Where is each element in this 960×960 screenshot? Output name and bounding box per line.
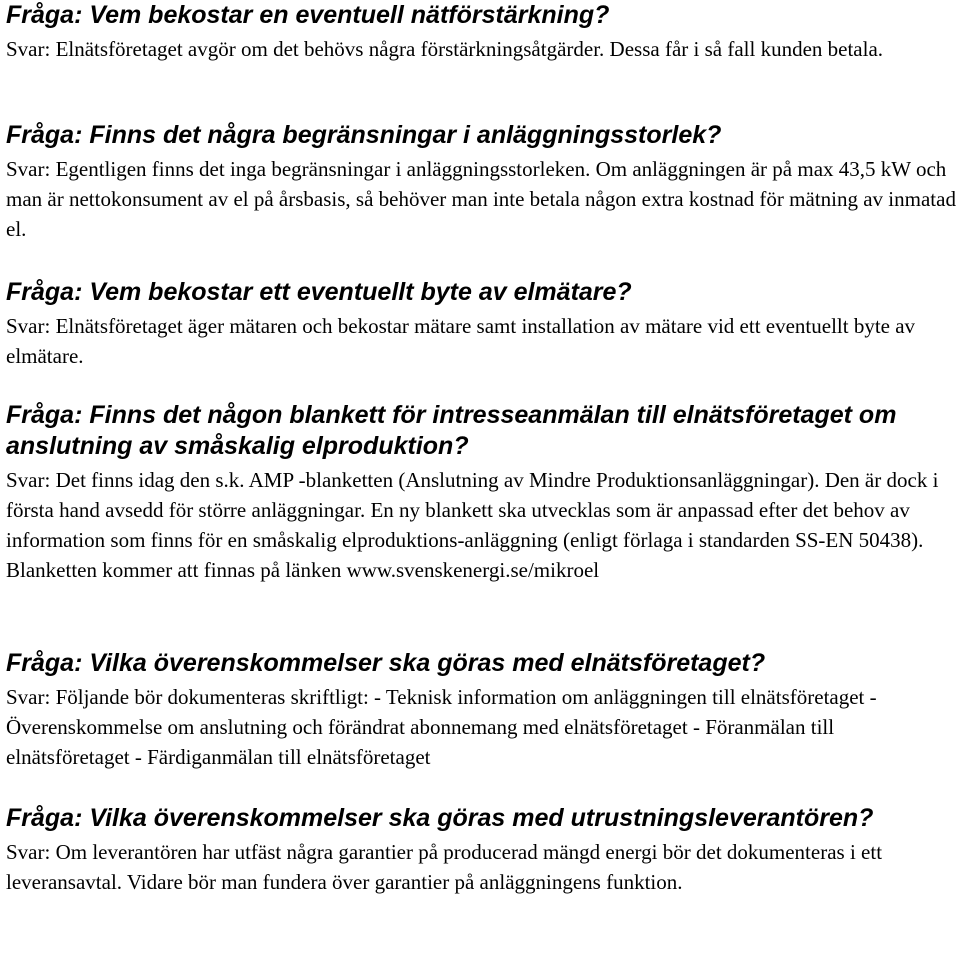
answer-text: Svar: Det finns idag den s.k. AMP -blanketten (Anslutning av Mindre Produktionsanläggningar). Den är dock i första hand avsedd för större anläggningar. En ny blankett ska utvecklas som är anpassad efter det behov av information som finns för en småskalig elproduktions-anläggning (enligt förlaga i standarden SS-EN 50438). Blanketten kommer att finnas på länken www.svenskenergi.se/mikroel — [6, 468, 939, 582]
faq-item — [6, 277, 956, 371]
answer-text: Svar: Egentligen finns det inga begränsningar i anläggningsstorleken. Om anläggningen är på max 43,5 kW och man är nettokonsument av el på årsbasis, så behöver man inte betala någon extra kostnad för mätning av inmatad el. — [6, 157, 956, 241]
answer-text: Svar: Elnätsföretaget äger mätaren och bekostar mätare samt installation av mätare vid ett eventuellt byte av elmätare. — [6, 314, 916, 368]
question-heading: Fråga: Finns det någon blankett för intresseanmälan till elnätsföretaget om anslutning av småskalig elproduktion? — [6, 401, 897, 460]
question-heading: Fråga: Vem bekostar ett eventuellt byte av elmätare? — [6, 278, 632, 306]
answer-text: Svar: Elnätsföretaget avgör om det behövs några förstärkningsåtgärder. Dessa får i så fall kunden betala. — [6, 37, 884, 61]
faq-item — [6, 803, 956, 897]
answer-text: Svar: Om leverantören har utfäst några garantier på producerad mängd energi bör det dokumenteras i ett leveransavtal. Vidare bör man fundera över garantier på anläggningens funktion. — [6, 840, 883, 894]
question-heading: Fråga: Vilka överenskommelser ska göras med elnätsföretaget? — [6, 649, 766, 677]
question-heading: Fråga: Vilka överenskommelser ska göras med utrustningsleverantören? — [6, 804, 874, 832]
faq-item — [6, 120, 956, 244]
question-heading: Fråga: Finns det några begränsningar i anläggningsstorlek? — [6, 121, 722, 149]
answer-text: Svar: Följande bör dokumenteras skriftligt: - Teknisk information om anläggningen till elnätsföretaget - Överenskommelse om anslutning och förändrat abonnemang med elnätsföretaget - Föranmälan till elnätsföretaget - Färdiganmälan till elnätsföretaget — [6, 685, 877, 769]
faq-item — [6, 400, 956, 585]
faq-item — [6, 0, 883, 64]
question-heading: Fråga: Vem bekostar en eventuell nätförstärkning? — [6, 1, 610, 29]
faq-item — [6, 648, 956, 772]
